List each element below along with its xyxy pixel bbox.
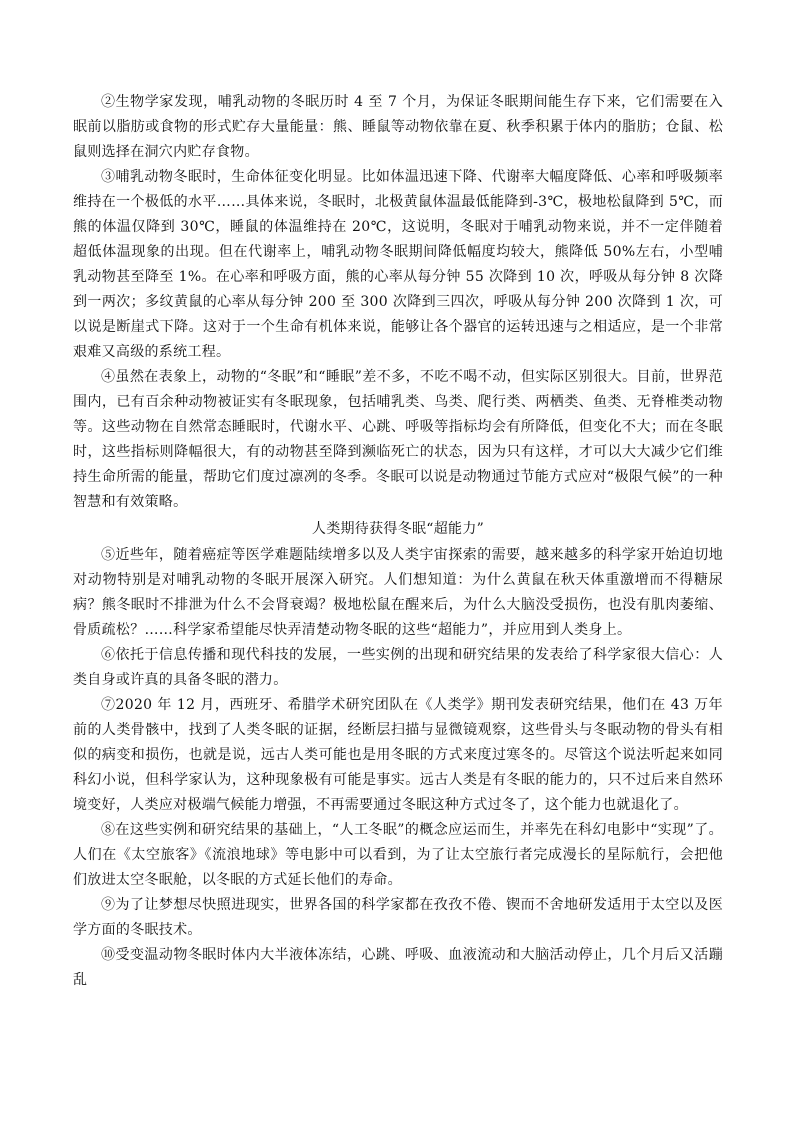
section-heading: 人类期待获得冬眠“超能力”: [311, 521, 485, 537]
paragraph-10: ⑩受变温动物冬眠时体内大半液体冻结，心跳、呼吸、血液流动和大脑活动停止，几个月后又活蹦乱: [73, 947, 723, 988]
document-page: [73, 90, 723, 993]
paragraph-5: ⑤近些年，随着癌症等医学难题陆续增多以及人类宇宙探索的需要，越来越多的科学家开始迫切地对动物特别是对哺乳动物的冬眠开展深入研究。人们想知道：为什么黄鼠在秋天体重激增而不得糖尿病？熊冬眠时不排泄为什么不会肾衰竭？极地松鼠在醒来后，为什么大脑没受损伤，也没有肌肉萎缩、骨质疏松？……科学家希望能尽快弄清楚动物冬眠的这些“超能力”，并应用到人类身上。: [73, 547, 723, 638]
paragraph-7: ⑦2020 年 12 月，西班牙、希腊学术研究团队在《人类学》期刊发表研究结果，他们在 43 万年前的人类骨骸中，找到了人类冬眠的证据，经断层扫描与显微镜观察，这些骨头与冬眠动物的骨头有相似的病变和损伤，也就是说，远古人类可能也是用冬眠的方式来度过寒冬的。尽管这个说法听起来如同科幻小说，但科学家认为，这种现象极有可能是事实。远古人类是有冬眠的能力的，只不过后来自然环境变好，人类应对极端气候能力增强，不再需要通过冬眠这种方式过冬了，这个能力也就退化了。: [73, 697, 723, 813]
paragraph-9: ⑨为了让梦想尽快照进现实，世界各国的科学家都在孜孜不倦、锲而不舍地研发适用于太空以及医学方面的冬眠技术。: [73, 897, 723, 938]
paragraph-6: ⑥依托于信息传播和现代科技的发展，一些实例的出现和研究结果的发表给了科学家很大信心：人类自身或许真的具备冬眠的潜力。: [73, 647, 723, 688]
paragraph-2: ②生物学家发现，哺乳动物的冬眠历时 4 至 7 个月，为保证冬眠期间能生存下来，它们需要在入眠前以脂肪或食物的形式贮存大量能量：熊、睡鼠等动物依靠在夏、秋季积累于体内的脂肪；仓鼠、松鼠则选择在洞穴内贮存食物。: [73, 94, 723, 160]
paragraph-8: ⑧在这些实例和研究结果的基础上，“人工冬眠”的概念应运而生，并率先在科幻电影中“实现”了。人们在《太空旅客》《流浪地球》等电影中可以看到，为了让太空旅行者完成漫长的星际航行，会把他们放进太空冬眠舱，以冬眠的方式延长他们的寿命。: [73, 822, 723, 888]
paragraph-3: ③哺乳动物冬眠时，生命体征变化明显。比如体温迅速下降、代谢率大幅度降低、心率和呼吸频率维持在一个极低的水平……具体来说，冬眠时，北极黄鼠体温最低能降到-3℃，极地松鼠降到 5℃，而熊的体温仅降到 30℃，睡鼠的体温维持在 20℃，这说明，冬眠对于哺乳动物来说，并不一定伴随着超低体温现象的出现。但在代谢率上，哺乳动物冬眠期间降低幅度均较大，熊降低 50%左右，小型哺乳动物甚至降至 1%。在心率和呼吸方面，熊的心率从每分钟 55 次降到 10 次，呼吸从每分钟 8 次降到一两次；多纹黄鼠的心率从每分钟 200 至 300 次降到三四次，呼吸从每分钟 200 次降到 1 次，可以说是断崖式下降。这对于一个生命有机体来说，能够让各个器官的运转迅速与之相适应，是一个非常艰难又高级的系统工程。: [73, 169, 723, 360]
paragraph-4: ④虽然在表象上，动物的“冬眠”和“睡眠”差不多，不吃不喝不动，但实际区别很大。目前，世界范围内，已有百余种动物被证实有冬眠现象，包括哺乳类、鸟类、爬行类、两栖类、鱼类、无脊椎类动物等。这些动物在自然常态睡眠时，代谢水平、心跳、呼吸等指标均会有所降低，但变化不大；而在冬眠时，这些指标则降幅很大，有的动物甚至降到濒临死亡的状态，因为只有这样，才可以大大减少它们维持生命所需的能量，帮助它们度过凛冽的冬季。冬眠可以说是动物通过节能方式应对“极限气候”的一种智慧和有效策略。: [73, 369, 723, 510]
